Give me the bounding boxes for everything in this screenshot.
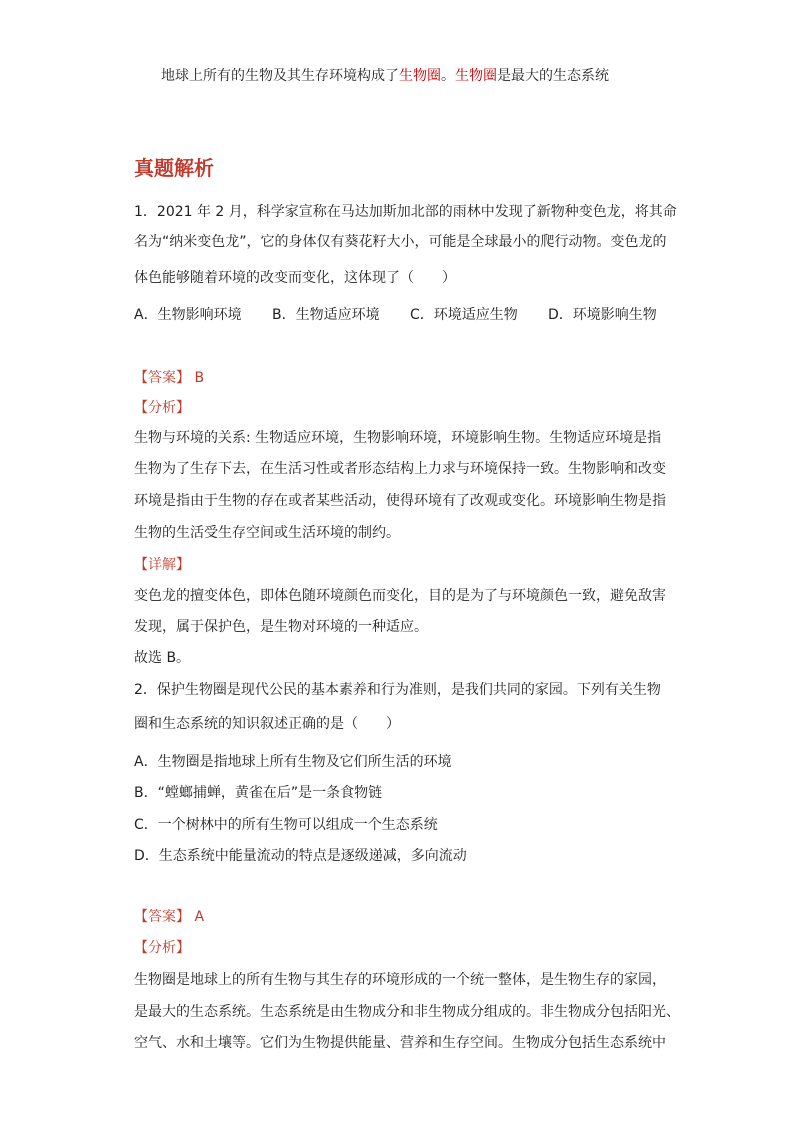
q1-line-3: 体色能够随着环境的改变而变化，这体现了（ ） [134,270,456,286]
q2-analysis-tag: 【分析】 [134,940,190,956]
q1-analysis-line-2: 生物为了生存下去，在生活习性或者形态结构上力求与环境保持一致。生物影响和改变 [134,461,666,477]
q2-answer [134,907,204,927]
intro-highlight-1: 生物圈 [399,68,441,84]
q1-answer-tag: 【答案】 [134,370,190,386]
q1-analysis-tag: 【分析】 [134,400,190,416]
q2-option-a: A．生物圈是指地球上所有生物及它们所生活的环境 [134,754,452,770]
q1-detail-tag: 【详解】 [134,557,190,573]
q2-analysis-line-1: 生物圈是地球上的所有生物与其生存的环境形成的一个统一整体，是生物生存的家园， [134,972,666,988]
q1-options [134,305,657,325]
section-title: 真题解析 [134,156,214,180]
q1-answer-value: B [194,370,205,386]
q2-analysis-line-3: 空气、水和土壤等。它们为生物提供能量、营养和生存空间。生物成分包括生态系统中 [134,1035,666,1051]
q1-answer [134,368,204,388]
q2-line-1: 2．保护生物圈是现代公民的基本素养和行为准则，是我们共同的家园。下列有关生物 [134,682,661,698]
q2-analysis-line-2: 是最大的生态系统。生态系统是由生物成分和非生物成分组成的。非生物成分包括阳光、 [134,1004,680,1020]
q1-analysis-line-3: 环境是指由于生物的存在或者某些活动，使得环境有了改观或变化。环境影响生物是指 [134,493,666,509]
intro-text-2: 。 [441,68,455,84]
q1-option-c: C．环境适应生物 [410,307,518,323]
q1-option-b: B．生物适应环境 [272,307,380,323]
intro-highlight-2: 生物圈 [455,68,497,84]
q1-detail-line-1: 变色龙的擅变体色，即体色随环境颜色而变化，目的是为了与环境颜色一致，避免敌害 [134,588,666,604]
intro-text-3: 是最大的生态系统 [497,68,609,84]
q2-option-d: D．生态系统中能量流动的特点是逐级递减，多向流动 [134,848,467,864]
q1-detail-line-3: 故选 B。 [134,650,191,666]
q1-line-2: 名为“纳米变色龙”，它的身体仅有葵花籽大小，可能是全球最小的爬行动物。变色龙的 [134,234,667,250]
q2-option-c: C．一个树林中的所有生物可以组成一个生态系统 [134,817,438,833]
q2-answer-value: A [194,909,205,925]
q2-answer-tag: 【答案】 [134,909,190,925]
intro-line [161,66,609,86]
q1-detail-line-2: 发现，属于保护色，是生物对环境的一种适应。 [134,619,428,635]
q1-option-a: A．生物影响环境 [134,307,242,323]
q1-line-1: 1．2021 年 2 月，科学家宣称在马达加斯加北部的雨林中发现了新物种变色龙，将其命 [134,204,677,220]
q2-line-2: 圈和生态系统的知识叙述正确的是（ ） [134,716,400,732]
intro-text-1: 地球上所有的生物及其生存环境构成了 [161,68,399,84]
q1-analysis-line-4: 生物的生活受生存空间或生活环境的制约。 [134,525,400,541]
q2-option-b: B．“螳螂捕蝉，黄雀在后”是一条食物链 [134,785,383,801]
q1-option-d: D．环境影响生物 [548,307,657,323]
q1-analysis-line-1: 生物与环境的关系: 生物适应环境，生物影响环境，环境影响生物。生物适应环境是指 [134,430,662,446]
